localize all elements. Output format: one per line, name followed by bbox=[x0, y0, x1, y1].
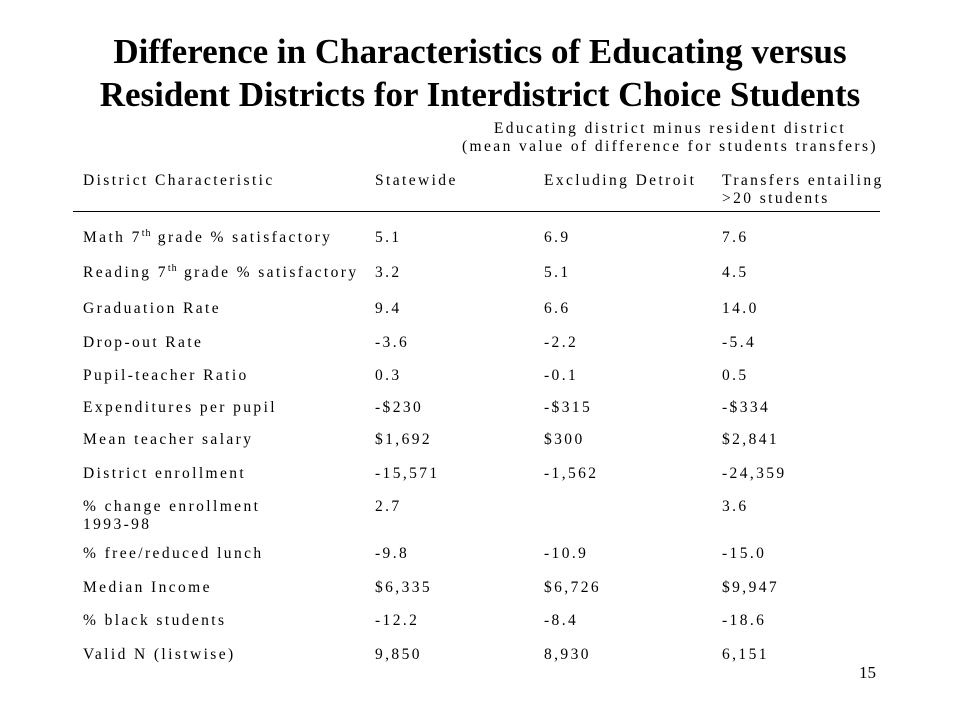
transfers-value: -18.6 bbox=[722, 612, 767, 629]
excluding-detroit-value: -2.2 bbox=[544, 334, 579, 351]
transfers-value: 0.5 bbox=[722, 367, 749, 384]
row-label-text: grade % satisfactory bbox=[177, 264, 359, 281]
statewide-value: -12.2 bbox=[375, 612, 420, 629]
transfers-value: -$334 bbox=[722, 399, 771, 416]
row-label: District enrollment bbox=[83, 465, 247, 482]
row-label bbox=[83, 229, 332, 247]
row-label-text: grade % satisfactory bbox=[151, 229, 333, 246]
column-header-transfers-line-1: Transfers entailing bbox=[722, 172, 884, 189]
row-label: Pupil-teacher Ratio bbox=[83, 367, 249, 384]
row-label-text: Reading 7 bbox=[83, 264, 168, 281]
excluding-detroit-value: 6.6 bbox=[544, 300, 571, 317]
row-label: Expenditures per pupil bbox=[83, 399, 277, 416]
excluding-detroit-value: -10.9 bbox=[544, 545, 589, 562]
column-header-excluding-detroit: Excluding Detroit bbox=[544, 172, 697, 189]
transfers-value: $2,841 bbox=[722, 431, 780, 448]
statewide-value: 3.2 bbox=[375, 264, 402, 281]
slide-title-line-1: Difference in Characteristics of Educating versus bbox=[113, 32, 847, 71]
excluding-detroit-value: 5.1 bbox=[544, 264, 571, 281]
transfers-value: -5.4 bbox=[722, 334, 757, 351]
slide-title bbox=[0, 30, 960, 116]
row-label: Mean teacher salary bbox=[83, 431, 254, 448]
transfers-value: 14.0 bbox=[722, 300, 759, 317]
statewide-value: 9,850 bbox=[375, 646, 422, 663]
excluding-detroit-value: $6,726 bbox=[544, 579, 602, 596]
statewide-value: -3.6 bbox=[375, 334, 410, 351]
transfers-value: 6,151 bbox=[722, 646, 769, 663]
slide-title-line-2: Resident Districts for Interdistrict Choice Students bbox=[99, 75, 861, 114]
excluding-detroit-value: -1,562 bbox=[544, 465, 599, 482]
page-number: 15 bbox=[859, 663, 876, 682]
transfers-value: -24,359 bbox=[722, 465, 787, 482]
row-label: Graduation Rate bbox=[83, 300, 222, 317]
statewide-value: -$230 bbox=[375, 399, 424, 416]
row-label: Median Income bbox=[83, 579, 212, 596]
row-label bbox=[83, 264, 358, 282]
row-label: % black students bbox=[83, 612, 227, 629]
subheader-line-1: Educating district minus resident district bbox=[493, 120, 847, 137]
transfers-value: 3.6 bbox=[722, 498, 749, 515]
column-header-transfers-line-2: >20 students bbox=[722, 190, 830, 207]
excluding-detroit-value: -$315 bbox=[544, 399, 593, 416]
excluding-detroit-value: 6.9 bbox=[544, 229, 571, 246]
header-divider bbox=[73, 211, 880, 212]
excluding-detroit-value: -0.1 bbox=[544, 367, 579, 384]
transfers-value: 4.5 bbox=[722, 264, 749, 281]
column-header-transfers bbox=[722, 172, 884, 208]
column-header-characteristic: District Characteristic bbox=[83, 172, 275, 189]
subheader-line-2: (mean value of difference for students transfers) bbox=[462, 138, 878, 155]
statewide-value: -15,571 bbox=[375, 465, 440, 482]
row-label bbox=[83, 498, 260, 534]
row-label: % free/reduced lunch bbox=[83, 545, 264, 562]
row-label-text: Math 7 bbox=[83, 229, 142, 246]
statewide-value: -9.8 bbox=[375, 545, 410, 562]
column-header-statewide: Statewide bbox=[375, 172, 458, 189]
transfers-value: 7.6 bbox=[722, 229, 749, 246]
superscript: th bbox=[141, 228, 152, 239]
statewide-value: 9.4 bbox=[375, 300, 402, 317]
statewide-value: 2.7 bbox=[375, 498, 402, 515]
transfers-value: $9,947 bbox=[722, 579, 780, 596]
excluding-detroit-value: 8,930 bbox=[544, 646, 591, 663]
statewide-value: 5.1 bbox=[375, 229, 402, 246]
row-label: Drop-out Rate bbox=[83, 334, 204, 351]
statewide-value: 0.3 bbox=[375, 367, 402, 384]
row-label: Valid N (listwise) bbox=[83, 646, 236, 663]
transfers-value: -15.0 bbox=[722, 545, 767, 562]
excluding-detroit-value: -8.4 bbox=[544, 612, 579, 629]
row-label-line-2: 1993-98 bbox=[83, 516, 152, 533]
row-label-line-1: % change enrollment bbox=[83, 498, 261, 515]
superscript: th bbox=[167, 263, 178, 274]
statewide-value: $6,335 bbox=[375, 579, 433, 596]
statewide-value: $1,692 bbox=[375, 431, 433, 448]
excluding-detroit-value: $300 bbox=[544, 431, 585, 448]
